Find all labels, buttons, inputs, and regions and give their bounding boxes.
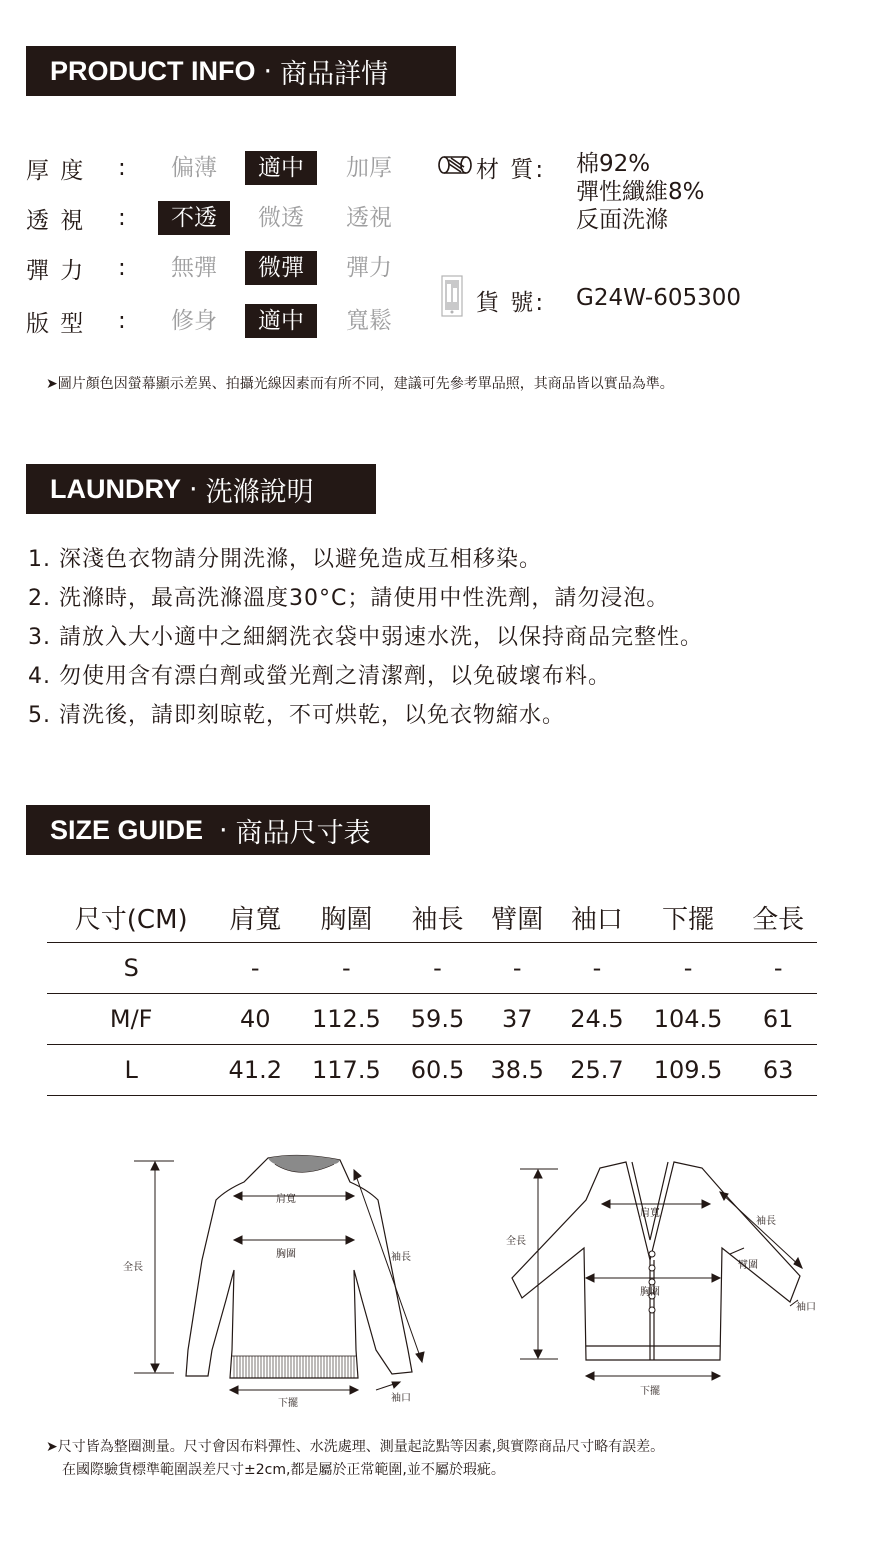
measure-cell: - — [398, 942, 478, 993]
attribute-colon: : — [118, 255, 126, 281]
measure-cell: 24.5 — [557, 993, 637, 1044]
attribute-option-selected: 不透 — [158, 201, 230, 235]
measure-cell: 104.5 — [637, 993, 740, 1044]
table-row — [47, 993, 817, 1044]
product-info-heading — [26, 46, 456, 96]
attribute-option: 加厚 — [346, 155, 392, 181]
laundry-item: 5. 清洗後，請即刻晾乾，不可烘乾，以免衣物縮水。 — [28, 703, 565, 728]
size-cell: S — [47, 942, 215, 993]
attribute-colon: : — [118, 205, 126, 231]
photo-color-note: ➤圖片顏色因螢幕顯示差異、拍攝光線因素而有所不同，建議可先參考單品照，其商品皆以實品為準。 — [46, 376, 674, 392]
attribute-option: 無彈 — [171, 255, 217, 281]
material-line-3: 反面洗滌 — [576, 207, 668, 233]
sku-label: 貨 號: — [476, 290, 546, 316]
arm-label: 臂圍 — [738, 1260, 758, 1271]
attribute-option-selected: 適中 — [245, 304, 317, 338]
sleeve-label: 袖長 — [756, 1216, 776, 1227]
attribute-row — [26, 251, 392, 285]
hem-label: 下擺 — [640, 1386, 660, 1397]
measure-cell: 59.5 — [398, 993, 478, 1044]
size-cell: L — [47, 1044, 215, 1095]
column-header: 袖長 — [398, 893, 478, 942]
length-label: 全長 — [506, 1236, 526, 1247]
measure-cell: - — [477, 942, 557, 993]
heading-en: LAUNDRY — [50, 473, 181, 504]
sweater-diagram — [130, 1150, 440, 1410]
attribute-option: 修身 — [171, 308, 217, 334]
heading-en: SIZE GUIDE — [50, 814, 204, 845]
attribute-row — [26, 201, 392, 235]
shoulder-label: 肩寬 — [640, 1208, 660, 1219]
column-header: 下擺 — [637, 893, 740, 942]
measure-cell: 41.2 — [215, 1044, 295, 1095]
attribute-option: 寬鬆 — [346, 308, 392, 334]
material-label: 材 質: — [476, 157, 546, 183]
table-row — [47, 1044, 817, 1095]
measure-cell: 37 — [477, 993, 557, 1044]
material-value — [576, 150, 705, 234]
attribute-label: 版 型 — [26, 310, 86, 337]
measure-cell: - — [557, 942, 637, 993]
measure-cell: 61 — [739, 993, 817, 1044]
measure-cell: 109.5 — [637, 1044, 740, 1095]
cuff-label: 袖口 — [796, 1302, 816, 1313]
attribute-row — [26, 151, 392, 185]
measure-cell: 40 — [215, 993, 295, 1044]
measure-cell: 112.5 — [295, 993, 398, 1044]
size-note-line-1: ➤尺寸皆為整圈測量。尺寸會因布料彈性、水洗處理、測量起訖點等因素,與實際商品尺寸略有誤差。 — [46, 1439, 665, 1455]
attribute-option-selected: 適中 — [245, 151, 317, 185]
column-header: 臂圍 — [477, 893, 557, 942]
size-note-line-2: 在國際驗貨標準範圍誤差尺寸±2cm,都是屬於正常範圍,並不屬於瑕疵。 — [62, 1462, 505, 1478]
measure-cell: 63 — [739, 1044, 817, 1095]
measure-cell: - — [215, 942, 295, 993]
size-guide-heading — [26, 805, 430, 855]
measure-cell: 38.5 — [477, 1044, 557, 1095]
attribute-option: 微透 — [258, 205, 304, 231]
heading-zh: 洗滌說明 — [205, 476, 314, 508]
laundry-item: 4. 勿使用含有漂白劑或螢光劑之清潔劑，以免破壞布料。 — [28, 664, 611, 689]
attribute-option: 彈力 — [346, 255, 392, 281]
size-cell: M/F — [47, 993, 215, 1044]
heading-en: PRODUCT INFO — [50, 55, 256, 86]
size-table-header — [47, 893, 817, 942]
heading-dot: · — [189, 473, 198, 505]
column-header: 袖口 — [557, 893, 637, 942]
table-row — [47, 942, 817, 993]
cardigan-diagram — [500, 1150, 820, 1400]
material-line-1: 棉92% — [576, 151, 651, 177]
shoulder-label: 肩寬 — [276, 1194, 296, 1205]
thread-spool-icon — [436, 152, 476, 178]
attribute-label: 厚 度 — [26, 157, 86, 184]
measure-cell: - — [739, 942, 817, 993]
measure-cell: 25.7 — [557, 1044, 637, 1095]
hem-label: 下擺 — [278, 1398, 298, 1409]
measure-cell: 60.5 — [398, 1044, 478, 1095]
attribute-option: 透視 — [346, 205, 392, 231]
measure-cell: 117.5 — [295, 1044, 398, 1095]
column-header: 肩寬 — [215, 893, 295, 942]
attribute-colon: : — [118, 155, 126, 181]
heading-zh: 商品尺寸表 — [235, 817, 371, 849]
attribute-colon: : — [118, 308, 126, 334]
column-header: 胸圍 — [295, 893, 398, 942]
material-line-2: 彈性纖維8% — [576, 179, 705, 205]
laundry-item: 1. 深淺色衣物請分開洗滌，以避免造成互相移染。 — [28, 547, 542, 572]
attribute-row — [26, 304, 392, 338]
laundry-instructions — [28, 540, 703, 735]
sku-value: G24W-605300 — [576, 285, 741, 311]
attribute-option-selected: 微彈 — [245, 251, 317, 285]
laundry-heading — [26, 464, 376, 514]
column-header: 尺寸(CM) — [47, 893, 215, 942]
heading-dot: · — [219, 814, 228, 846]
sleeve-label: 袖長 — [391, 1252, 411, 1263]
heading-zh: 商品詳情 — [280, 58, 389, 90]
size-table — [47, 893, 817, 1096]
cuff-label: 袖口 — [391, 1393, 411, 1404]
tag-icon — [440, 274, 466, 318]
measure-cell: - — [295, 942, 398, 993]
attribute-label: 彈 力 — [26, 257, 86, 284]
heading-dot: · — [263, 55, 273, 87]
measure-cell: - — [637, 942, 740, 993]
column-header: 全長 — [739, 893, 817, 942]
attribute-option: 偏薄 — [171, 155, 217, 181]
chest-label: 胸圍 — [276, 1249, 296, 1260]
chest-label: 胸圍 — [640, 1287, 660, 1298]
attribute-label: 透 視 — [26, 207, 86, 234]
laundry-item: 2. 洗滌時，最高洗滌溫度30°C；請使用中性洗劑，請勿浸泡。 — [28, 586, 670, 611]
length-label: 全長 — [123, 1262, 143, 1273]
laundry-item: 3. 請放入大小適中之細網洗衣袋中弱速水洗，以保持商品完整性。 — [28, 625, 703, 650]
